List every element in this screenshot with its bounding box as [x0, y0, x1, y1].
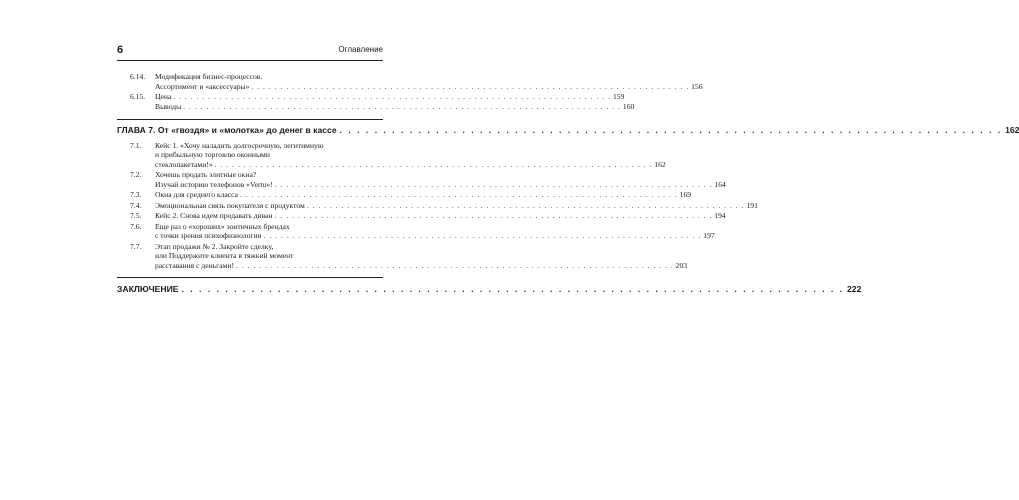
entry-last-line	[155, 92, 625, 102]
entry-text	[155, 221, 715, 241]
toc-entry	[117, 241, 688, 271]
toc-entry	[117, 140, 666, 170]
entry-text	[155, 190, 692, 200]
entry-page: 191	[746, 200, 758, 210]
entry-page: 197	[703, 231, 715, 241]
entry-page: 159	[612, 92, 625, 101]
entry-line: Цена	[155, 92, 172, 101]
entry-line: и прибыльную торговлю оконными	[155, 150, 270, 160]
entry-page: 156	[691, 81, 703, 91]
entry-text	[155, 200, 758, 211]
dot-leader: . . . . . . . . . . . . . . . . . . . . . . . . . . . . . . . . . . . . . . . . . . . . . . . . . . . . . . . . . . . . . . . . . . . . . . . . . . . .	[251, 81, 690, 91]
toc-entry	[117, 190, 692, 200]
toc-entry	[117, 72, 703, 91]
entry-number: 7.5.	[130, 211, 142, 221]
entry-line: Выводы	[155, 102, 182, 112]
entry-line: с точки зрения психофизиологии	[155, 231, 262, 241]
entry-line: Кейс 2. Снова идем продавать диван	[155, 211, 273, 221]
entry-text	[155, 72, 703, 91]
entry-text	[155, 170, 726, 189]
entry-line: или Поддержите клиента в тяжкий момент	[155, 251, 294, 261]
entry-line: Кейс 1. «Хочу наладить долгосрочную, легитимную	[155, 140, 324, 150]
toc-entry	[117, 102, 635, 112]
dot-leader: . . . . . . . . . . . . . . . . . . . . . . . . . . . . . . . . . . . . . . . . . . . . . . . . . . . . . . . . . . . . . . . . . . . . . . . . . . . .	[263, 231, 702, 241]
toc-entry	[117, 221, 715, 241]
chapter-7-heading	[117, 124, 1019, 135]
entry-last-line	[155, 179, 726, 190]
dot-leader: . . . . . . . . . . . . . . . . . . . . . . . . . . . . . . . . . . . . . . . . . . . . . . . . . . . . . . . . . . . . . . . . . . . . . . . . . . . .	[306, 200, 745, 210]
entry-number: 6.14.	[130, 72, 146, 81]
dot-leader: . . . . . . . . . . . . . . . . . . . . . . . . . . . . . . . . . . . . . . . . . . . . . . . . . . . . . . . . . . . . . . . . . . . . . . . . . . . .	[181, 284, 845, 295]
dot-leader: . . . . . . . . . . . . . . . . . . . . . . . . . . . . . . . . . . . . . . . . . . . . . . . . . . . . . . . . . . . . . . . . . . . . . . . . . . . .	[274, 179, 713, 189]
entry-text	[155, 140, 666, 170]
entry-number: 6.15.	[130, 92, 146, 101]
entry-line: Ассортимент и «аксессуары»	[155, 81, 250, 91]
entry-page: 164	[714, 179, 726, 189]
toc-entry	[117, 211, 726, 221]
conclusion-heading	[117, 284, 862, 295]
header-rule	[117, 60, 383, 61]
entry-page: 169	[679, 190, 692, 200]
entry-last-line	[155, 190, 692, 200]
entry-line: стеклопакетами!»	[155, 159, 213, 169]
running-title: Оглавление	[338, 45, 383, 54]
conclusion-rule	[117, 277, 383, 278]
entry-page: 162	[654, 159, 666, 169]
entry-page: 203	[675, 260, 688, 270]
entry-line: Этап продажи № 2. Закройте сделку,	[155, 241, 274, 251]
entry-last-line	[155, 102, 635, 112]
dot-leader: . . . . . . . . . . . . . . . . . . . . . . . . . . . . . . . . . . . . . . . . . . . . . . . . . . . . . . . . . . . . . . . . . . . . . . . . . . . .	[235, 260, 674, 270]
entry-last-line	[155, 260, 688, 271]
dot-leader: . . . . . . . . . . . . . . . . . . . . . . . . . . . . . . . . . . . . . . . . . . . . . . . . . . . . . . . . . . . . . . . . . . . . . . . . . . . .	[239, 190, 678, 200]
chapter-page: 162	[1005, 124, 1019, 135]
entry-number: 7.7.	[130, 241, 142, 251]
chapter-title: ЗАКЛЮЧЕНИЕ	[117, 284, 179, 295]
entry-line: Изучай историю телефонов «Vertu»!	[155, 179, 273, 189]
entry-page: 160	[622, 102, 635, 112]
entry-text	[155, 241, 688, 271]
entry-number: 7.4.	[130, 200, 142, 210]
entry-line: Модификация бизнес-процессов.	[155, 72, 263, 81]
chapter-rule	[117, 119, 383, 120]
entry-last-line	[155, 231, 715, 241]
entry-number: 7.6.	[130, 221, 142, 231]
toc-entry	[117, 170, 726, 189]
chapter-page: 222	[847, 284, 862, 295]
entry-last-line	[155, 81, 703, 92]
dot-leader: . . . . . . . . . . . . . . . . . . . . . . . . . . . . . . . . . . . . . . . . . . . . . . . . . . . . . . . . . . . . . . . . . . . . . . . . . . . .	[339, 124, 1003, 135]
entry-page: 194	[714, 211, 726, 221]
chapter-title: ГЛАВА 7. От «гвоздя» и «молотка» до денег в кассе	[117, 124, 337, 135]
entry-text	[155, 102, 635, 112]
entry-number: 7.1.	[130, 140, 142, 150]
toc-entry	[117, 92, 625, 102]
dot-leader: . . . . . . . . . . . . . . . . . . . . . . . . . . . . . . . . . . . . . . . . . . . . . . . . . . . . . . . . . . . . . . . . . . . . . . . . . . . .	[173, 92, 611, 101]
entry-last-line	[155, 211, 726, 221]
dot-leader: . . . . . . . . . . . . . . . . . . . . . . . . . . . . . . . . . . . . . . . . . . . . . . . . . . . . . . . . . . . . . . . . . . . . . . . . . . . .	[274, 211, 713, 221]
entry-line: расставания с деньгами!	[155, 260, 234, 270]
entry-line: Еще раз о «хороших» зонтичных брендах	[155, 221, 290, 231]
entry-number: 7.3.	[130, 190, 142, 200]
dot-leader: . . . . . . . . . . . . . . . . . . . . . . . . . . . . . . . . . . . . . . . . . . . . . . . . . . . . . . . . . . . . . . . . . . . . . . . . . . . .	[183, 102, 621, 112]
entry-line: Окна для среднего класса	[155, 190, 238, 200]
entry-text	[155, 211, 726, 221]
entry-last-line	[155, 159, 666, 170]
entry-line: Эмоциональная связь покупателя с продуктом	[155, 200, 305, 210]
page-number: 6	[117, 44, 124, 56]
entry-line: Хочешь продать элитные окна?	[155, 170, 257, 180]
dot-leader: . . . . . . . . . . . . . . . . . . . . . . . . . . . . . . . . . . . . . . . . . . . . . . . . . . . . . . . . . . . . . . . . . . . . . . . . . . . .	[214, 159, 653, 169]
entry-text	[155, 92, 625, 102]
toc-entry	[117, 200, 758, 211]
entry-last-line	[155, 200, 758, 211]
entry-number: 7.2.	[130, 170, 142, 180]
